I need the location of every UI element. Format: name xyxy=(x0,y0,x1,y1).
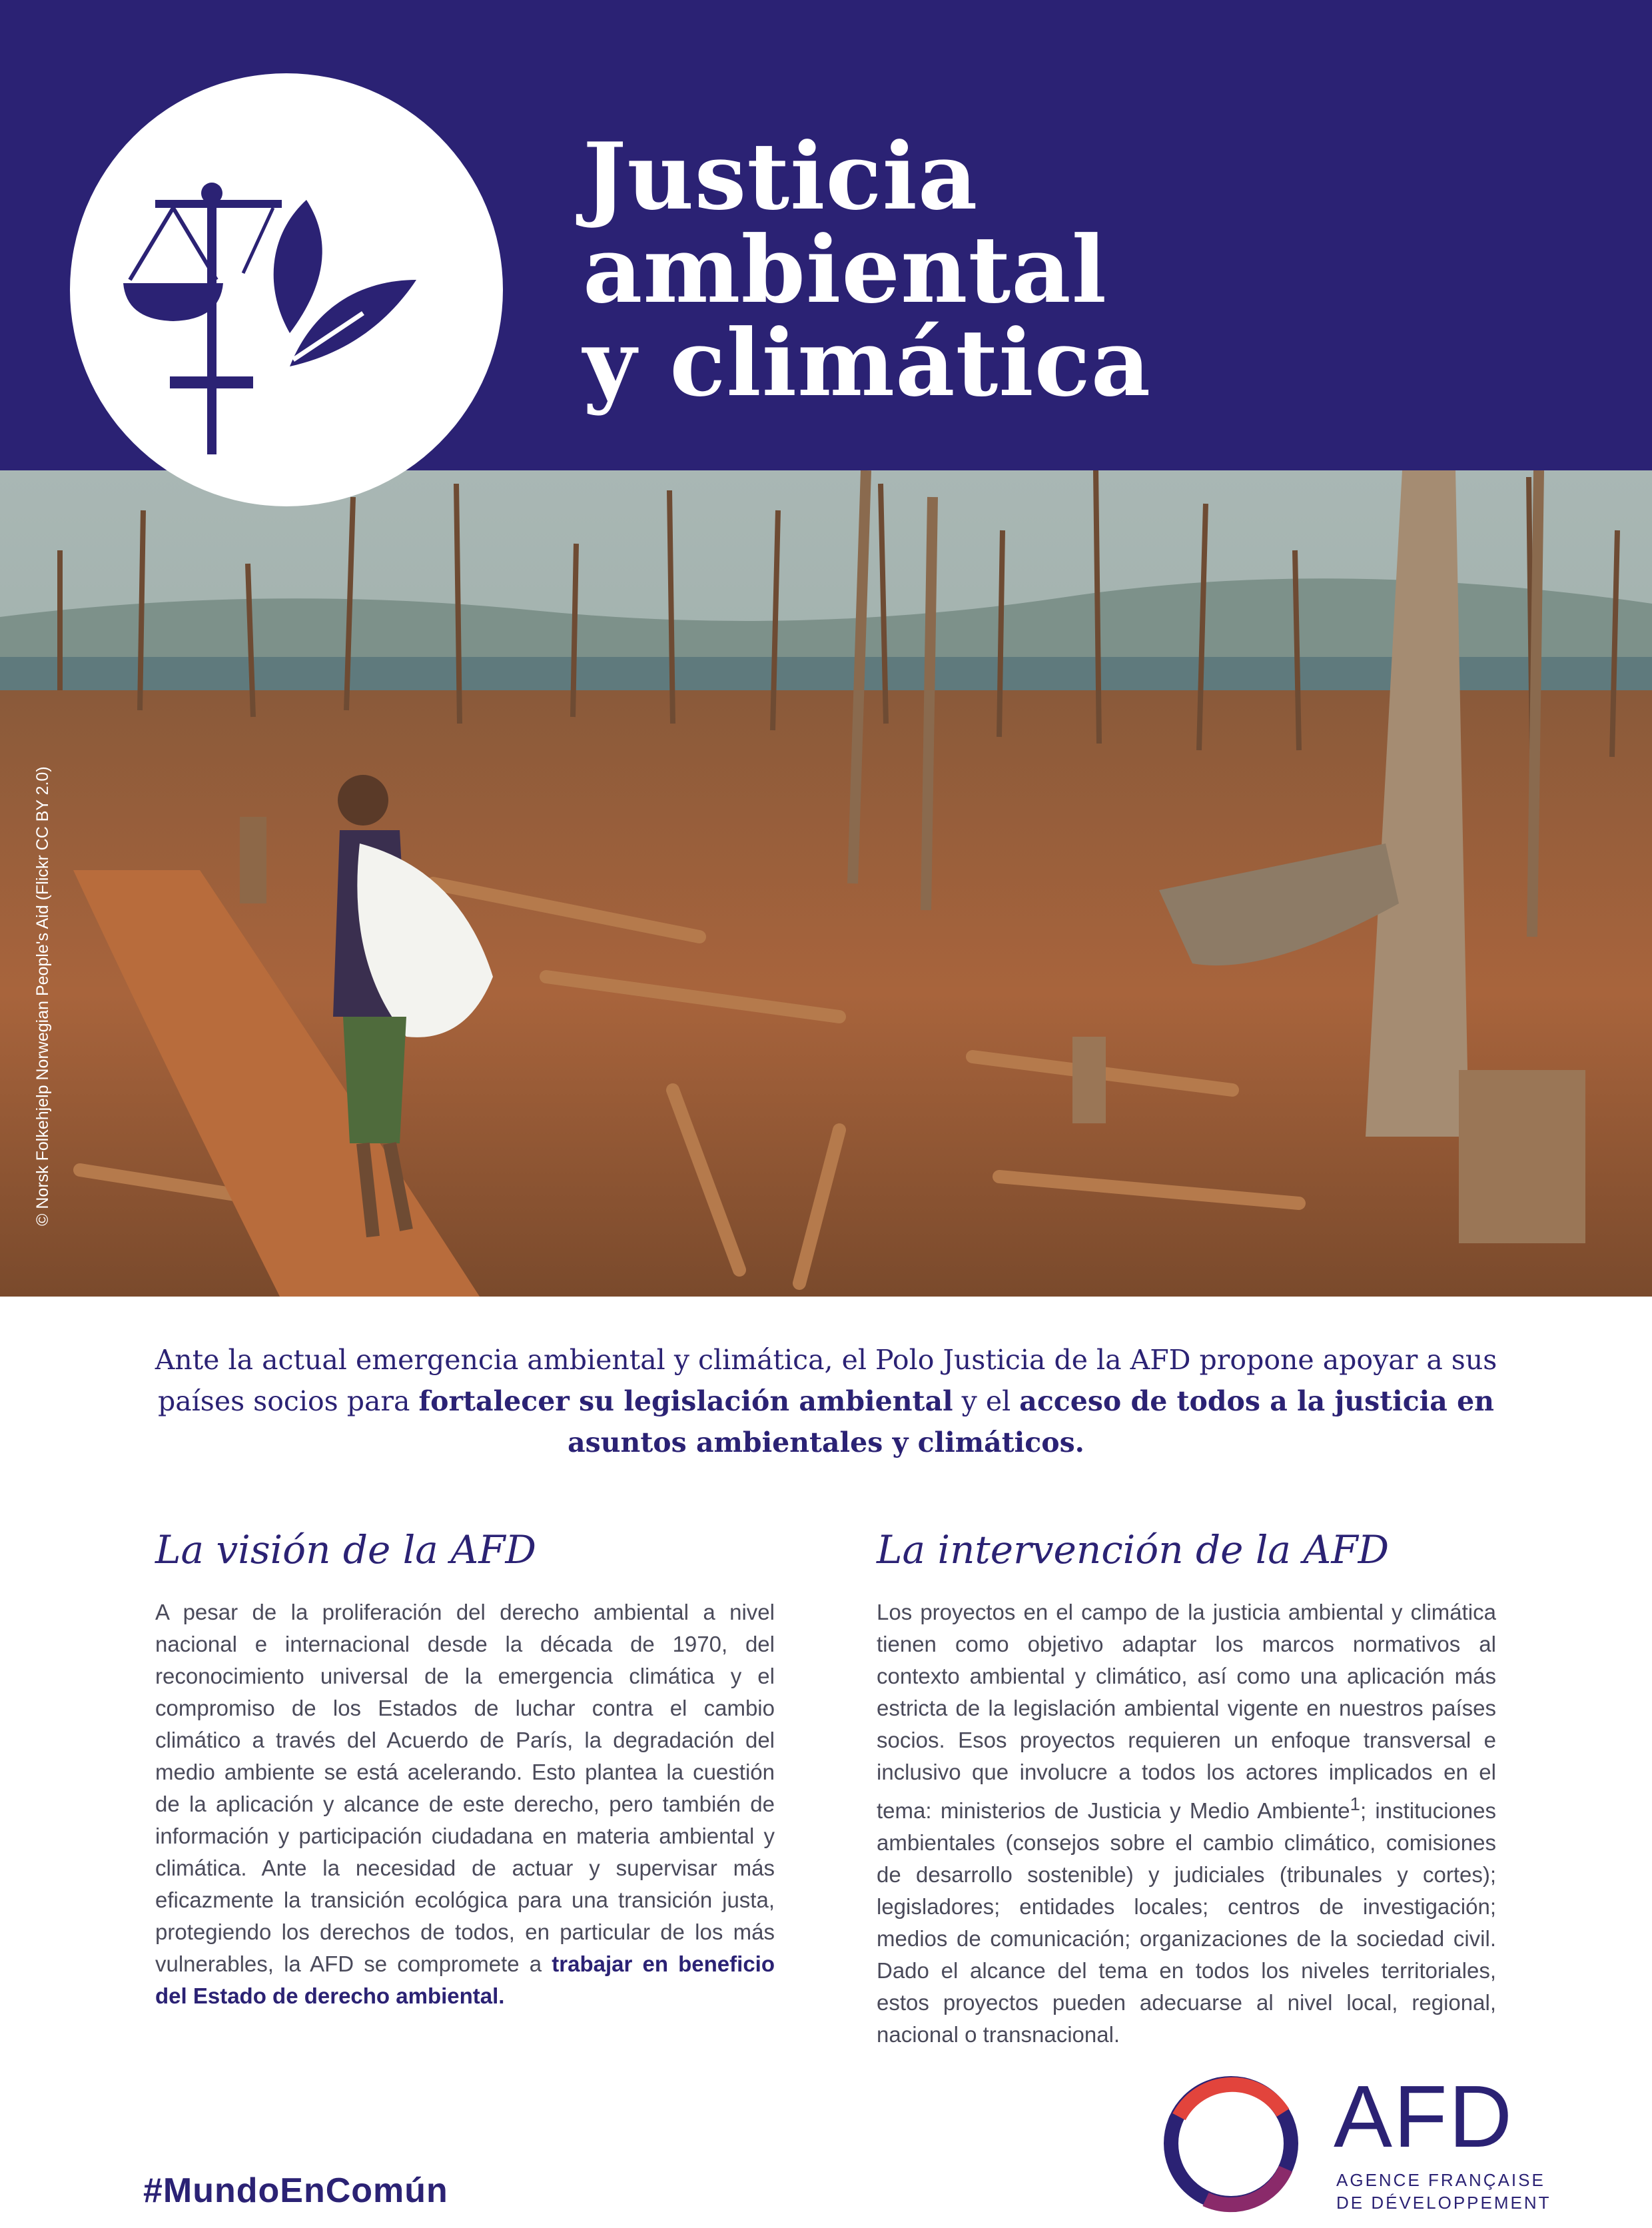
intro-paragraph xyxy=(133,1339,1519,1463)
hashtag: #MundoEnComún xyxy=(143,2171,448,2210)
deforestation-photo xyxy=(0,470,1652,1297)
afd-ring-logo xyxy=(1152,2069,1312,2215)
vision-heading: La visión de la AFD xyxy=(155,1527,536,1572)
intervention-text xyxy=(877,1596,1496,2051)
intro-text-2: y el xyxy=(953,1385,1020,1417)
logo-sub-1: AGENCE FRANÇAISE xyxy=(1336,2170,1545,2190)
intervention-heading: La intervención de la AFD xyxy=(877,1527,1390,1572)
afd-logo xyxy=(1152,2067,1551,2215)
scales-and-leaves-icon xyxy=(70,73,503,506)
logo-name: AFD xyxy=(1334,2067,1513,2165)
intro-bold-2: acceso de todos a la justicia en asuntos ambientales y climáticos. xyxy=(568,1385,1494,1458)
footnote-marker: 1 xyxy=(1350,1794,1360,1814)
photo-credit: © Norsk Folkehjelp Norwegian People's Aid (Flickr CC BY 2.0) xyxy=(33,766,52,1226)
intro-bold-1: fortalecer su legislación ambiental xyxy=(418,1385,953,1417)
title-line-1: Justicia xyxy=(583,122,979,231)
intervention-body-1: Los proyectos en el campo de la justicia ambiental y climática tienen como objetivo adaptar los marcos normativos al contexto ambiental y climático, así como una aplicación más estricta de la legislación ambiental vigente en nuestros países socios. Esos proyectos requieren un enfoque transversal e inclusivo que involucre a todos los actores implicados en el tema: ministerios de Justicia y Medio Ambiente xyxy=(877,1600,1496,1823)
title-line-2: ambiental xyxy=(583,215,1108,324)
landscape-illustration xyxy=(0,470,1652,1297)
vision-bold: trabajar en beneficio del Estado de derecho ambiental. xyxy=(155,1951,775,2008)
vision-body: A pesar de la proliferación del derecho ambiental a nivel nacional e internacional desde la década de 1970, del reconocimiento universal de la emergencia climática y el compromiso de los Estados de luchar contra el cambio climático a través del Acuerdo de París, la degradación del medio ambiente se está acelerando. Esto plantea la cuestión de la aplicación y alcance de este derecho, pero también de información y participación ciudadana en materia ambiental y climática. Ante la necesidad de actuar y supervisar más eficazmente la transición ecológica para una transición justa, protegiendo los derechos de todos, en particular de los más vulnerables, la AFD se compromete a xyxy=(155,1600,775,1976)
emblem-circle xyxy=(70,73,503,506)
vision-text xyxy=(155,1596,775,2012)
page-title xyxy=(583,122,1152,417)
intervention-body-2: ; instituciones ambientales (consejos sobre el cambio climático, comisiones de desarrollo sostenible) y judiciales (tribunales y cortes); legisladores; entidades locales; centros de investigación; medios de comunicación; organizaciones de la sociedad civil. Dado el alcance del tema en todos los niveles territoriales, estos proyectos pueden adecuarse al nivel local, regional, nacional o transnacional. xyxy=(877,1798,1497,2047)
title-line-3: y climática xyxy=(583,308,1152,417)
logo-sub-2: DE DÉVELOPPEMENT xyxy=(1336,2193,1551,2213)
intro-text-1: Ante la actual emergencia ambiental y climática, el Polo Justicia de la AFD propone apoyar a sus países socios para xyxy=(155,1344,1497,1417)
